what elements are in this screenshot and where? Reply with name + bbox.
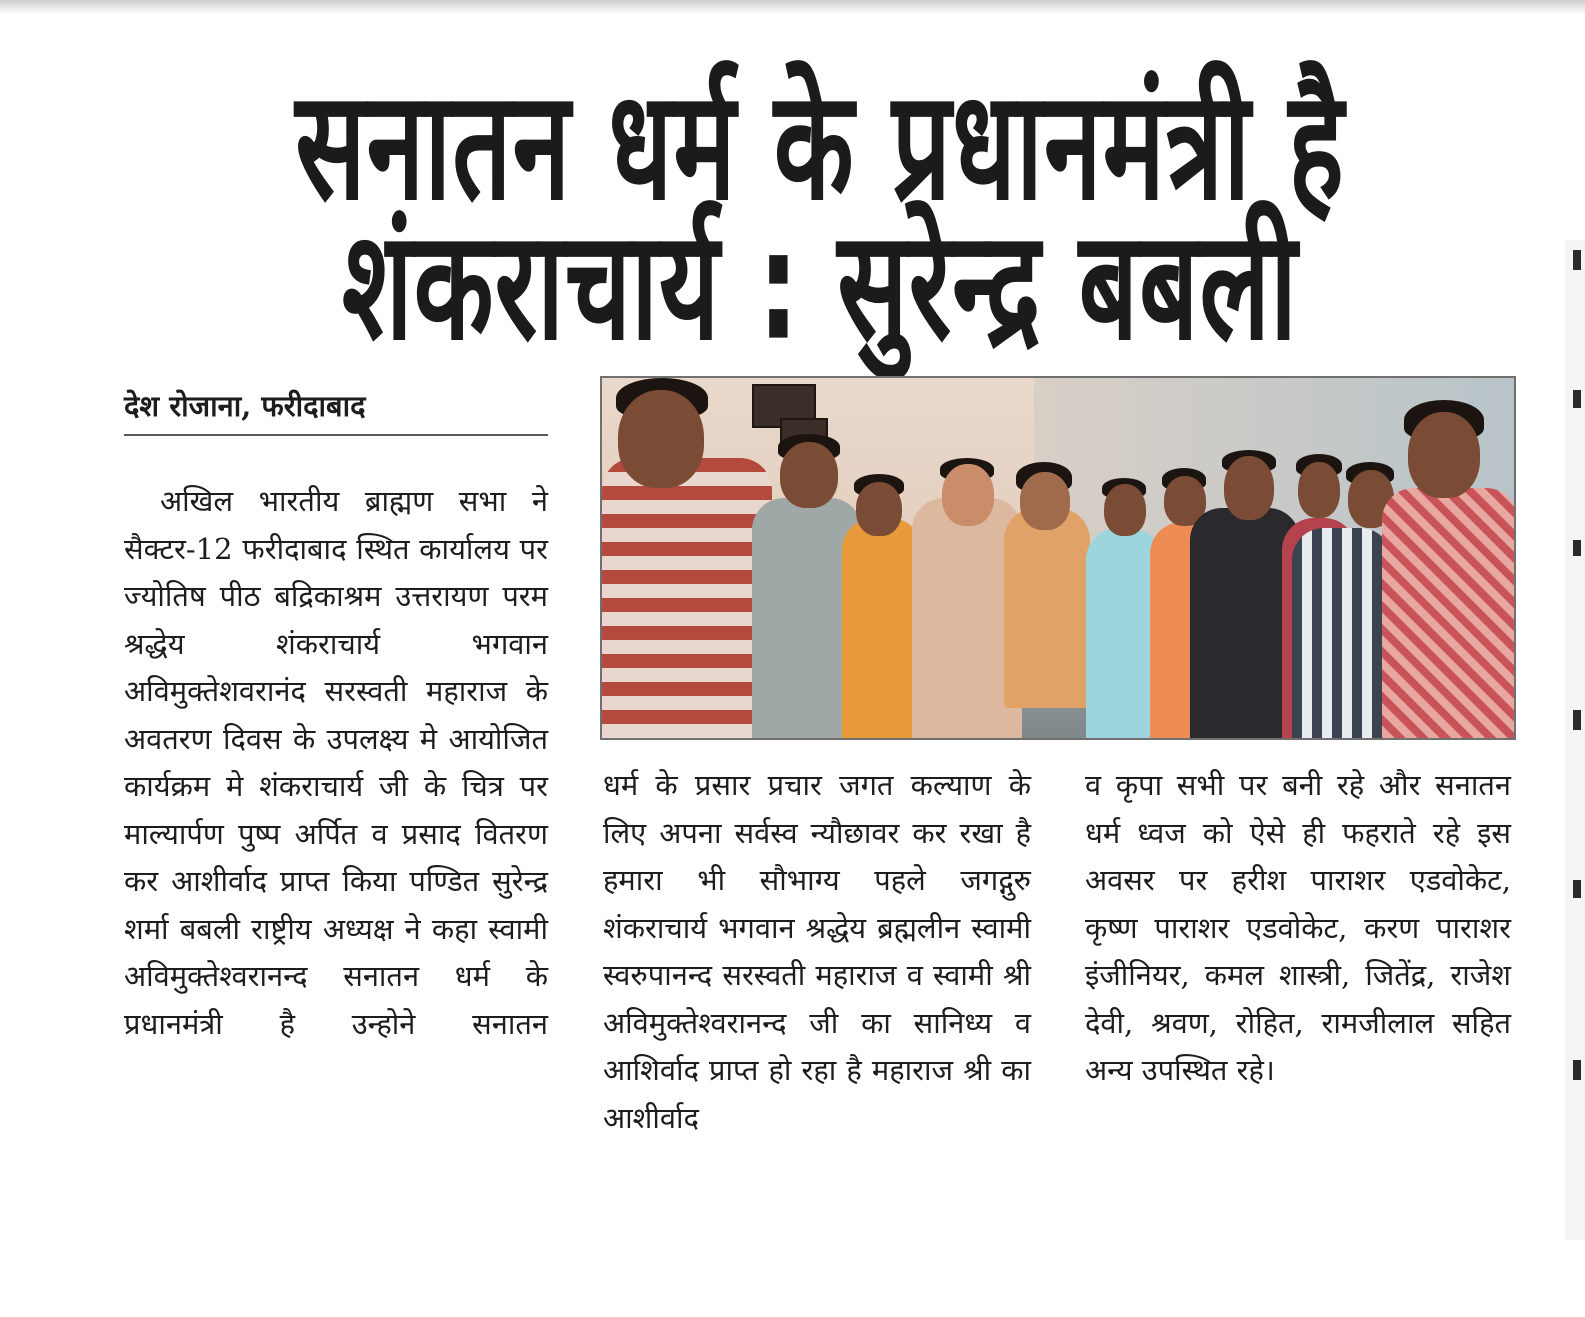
news-photo bbox=[600, 376, 1516, 740]
headline-line-2: शंकराचार्य : सुरेन्द्र बबली bbox=[342, 196, 1298, 374]
article-paragraph-3: व कृपा सभी पर बनी रहे और सनातन धर्म ध्वज को ऐसे ही फहराते रहे इस अवसर पर हरीश पाराशर एडवोकेट, कृष्ण पाराशर एडवोकेट, करण पाराशर इंजीनियर, कमल शास्त्री, जितेंद्र, राजेश देवी, श्रवण, रोहित, रामजीलाल सहित अन्य उपस्थित रहे। bbox=[1085, 768, 1511, 1087]
headline-line-1: सनातन धर्म के प्रधानमंत्री है bbox=[295, 56, 1345, 234]
article-column-2 bbox=[603, 762, 1031, 1142]
top-edge-strip bbox=[0, 0, 1585, 14]
article-paragraph-1: अखिल भारतीय ब्राह्मण सभा ने सैक्टर-12 फरीदाबाद स्थित कार्यालय पर ज्योतिष पीठ बद्रिकाश्रम उत्तरायण परम श्रद्धेय शंकराचार्य भगवान अविमुक्तेशवरानंद सरस्वती महाराज के अवतरण दिवस के उपलक्ष्य मे आयोजित कार्यक्रम मे शंकराचार्य जी के चित्र पर माल्यार्पण पुष्प अर्पित व प्रसाद वितरण कर आशीर्वाद प्राप्त किया पण्डित सुरेन्द्र शर्मा बबली राष्ट्रीय अध्यक्ष ने कहा स्वामी अविमुक्तेश्वरानन्द सनातन धर्म के प्रधानमंत्री है उन्होने सनातन bbox=[124, 484, 548, 1041]
dateline: देश रोजाना, फरीदाबाद bbox=[124, 389, 366, 423]
article-column-1 bbox=[124, 478, 548, 1048]
dateline-rule bbox=[124, 434, 548, 436]
adjacent-column-edge bbox=[1565, 240, 1585, 1240]
article-column-3 bbox=[1085, 762, 1511, 1095]
article-paragraph-2: धर्म के प्रसार प्रचार जगत कल्याण के लिए अपना सर्वस्व न्यौछावर कर रखा है हमारा भी सौभाग्य पहले जगद्गुरु शंकराचार्य भगवान श्रद्धेय ब्रह्मलीन स्वामी स्वरुपानन्द सरस्वती महाराज व स्वामी श्री अविमुक्तेश्वरानन्द जी का सानिध्य व आशिर्वाद प्राप्त हो रहा है महाराज श्री का आशीर्वाद bbox=[603, 768, 1031, 1135]
